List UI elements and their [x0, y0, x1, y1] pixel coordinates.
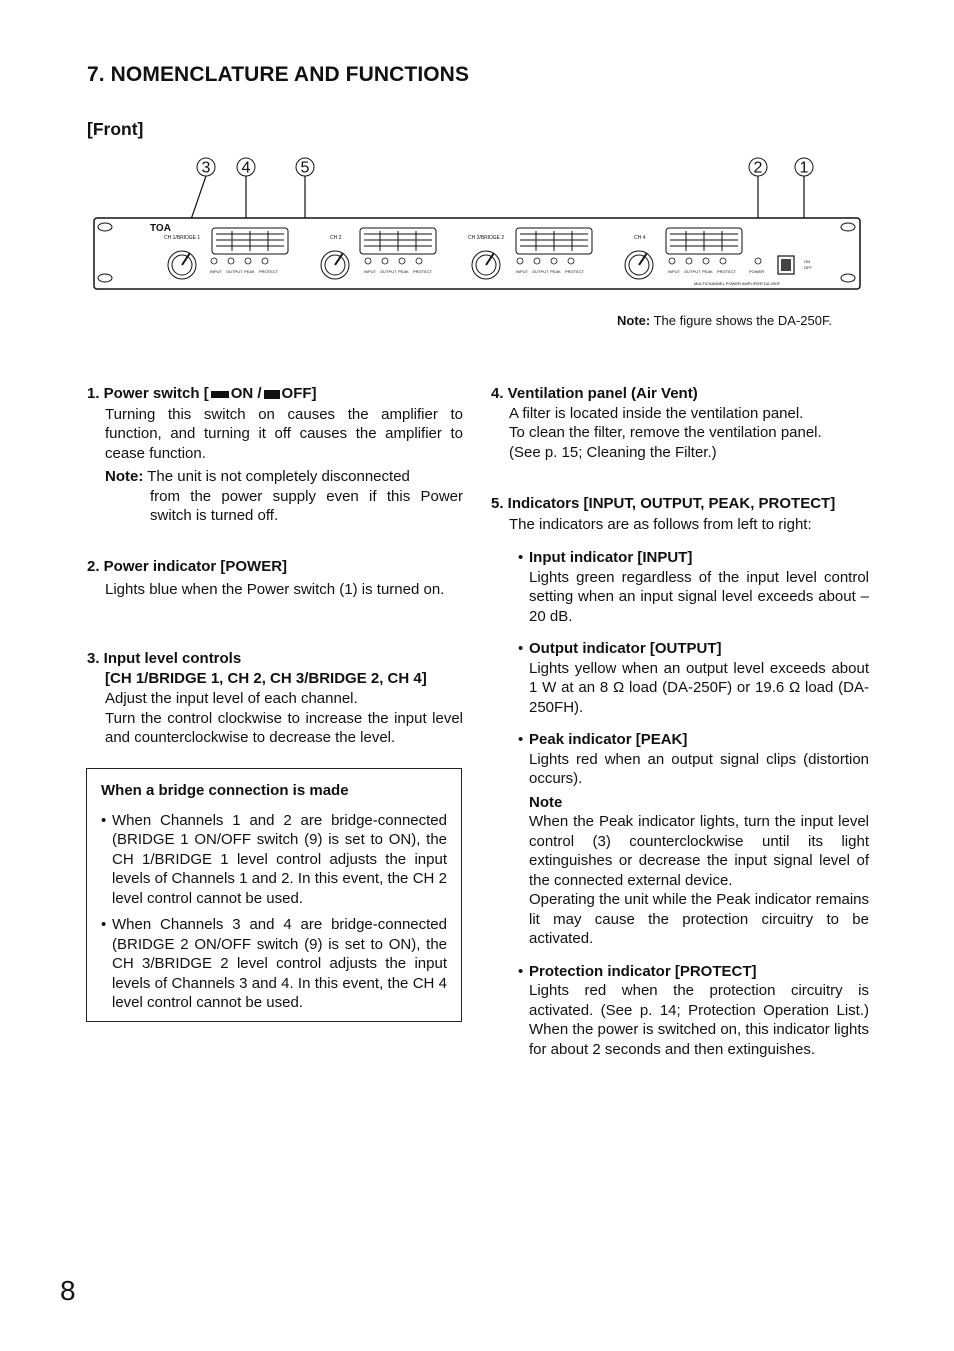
figure-note: Note: The figure shows the DA-250F. — [617, 313, 833, 328]
callout-4 — [237, 158, 255, 177]
callout-3 — [197, 158, 215, 177]
svg-text:INPUT: INPUT — [364, 269, 376, 274]
svg-text:PROTECT: PROTECT — [565, 269, 585, 274]
knob-ch2 — [321, 251, 349, 279]
item-1-body: Turning this switch on causes the amplifier to function, and turning it off causes the amplifier to cease function. — [105, 405, 463, 462]
callout-1 — [795, 158, 813, 177]
power-switch — [778, 256, 794, 274]
svg-text:PEAK: PEAK — [398, 269, 409, 274]
peak-note-label: Note — [529, 793, 563, 811]
knob-ch1 — [168, 251, 196, 279]
svg-text:INPUT: INPUT — [668, 269, 680, 274]
box-bullet-1: • When Channels 1 and 2 are bridge-connected (BRIDGE 1 ON/OFF switch (9) is set to ON), the CH 1/BRIDGE 1 level control adjusts the input levels of Channels 1 and 2. In this event, the CH 2 level control cannot be used. — [101, 811, 447, 907]
ch4-label: CH 4 — [634, 235, 646, 241]
item-indicators: 5. Indicators [INPUT, OUTPUT, PEAK, PROTECT] The indicators are as follows from left to right: • Input indicator [INPUT] Lights green regardless of the input level control setting when an input signal level exceeds about –20 dB. • Output indicator [OUTPUT] Lights yellow when an output level exceeds about 1 W at an 8 Ω load (DA-250F) or 19.6 Ω load (DA-250FH). • Peak indicator [PEAK] Lights red when an output signal clips (distortion occurs). Note When the Peak indicator lights, turn the input level control (3) counterclockwise until its light extinguishes or decrease the input signal level of the connected external device. Operating the unit while the Peak indicator remains lit may cause the protection circuitry to be activated. • Protection indicator [PROTECT] Lights red when the protection circuitry is activated. (See p. 14; Protection Operation List.) When the power is switched on, this indicator lights for about 2 seconds and then extinguishes. — [491, 495, 869, 1058]
switch-on-label: ON — [804, 259, 810, 264]
power-led — [755, 258, 761, 264]
svg-text:PEAK: PEAK — [244, 269, 255, 274]
page-title: 7. NOMENCLATURE AND FUNCTIONS — [87, 63, 470, 86]
ch1-label: CH 1/BRIDGE 1 — [164, 235, 201, 241]
switch-off-label: OFF — [804, 265, 812, 270]
peak-indicator-desc: • Peak indicator [PEAK] Lights red when an output signal clips (distortion occurs). Note When the Peak indicator lights, turn the input level control (3) counterclockwise until its light extinguishes or decrease the input signal level of the connected external device. Operating the unit while the Peak indicator remains lit may cause the protection circuitry to be activated. — [518, 731, 869, 947]
svg-text:PROTECT: PROTECT — [259, 269, 279, 274]
output-indicator-desc: • Output indicator [OUTPUT] Lights yellow when an output level exceeds about 1 W at an 8 Ω load (DA-250F) or 19.6 Ω load (DA-250FH). — [518, 640, 869, 716]
callout-2 — [749, 158, 767, 177]
item-input-level-controls: 3. Input level controls [CH 1/BRIDGE 1, CH 2, CH 3/BRIDGE 2, CH 4] Adjust the input level of each channel. Turn the control clockwise to increase the input level and counterclockwise to decrease the level. — [87, 650, 463, 746]
callout-5 — [296, 158, 314, 177]
svg-text:2: 2 — [753, 159, 763, 177]
svg-text:INPUT: INPUT — [210, 269, 222, 274]
item-power-indicator: 2. Power indicator [POWER] Lights blue when the Power switch (1) is turned on. — [87, 558, 445, 598]
svg-text:1: 1 — [799, 159, 809, 177]
item-ventilation-panel: 4. Ventilation panel (Air Vent) A filter is located inside the ventilation panel. To clean the filter, remove the ventilation panel. (See p. 15; Cleaning the Filter.) — [491, 385, 822, 461]
section-title-front: [Front] — [87, 119, 144, 139]
svg-text:PROTECT: PROTECT — [717, 269, 737, 274]
item-power-switch — [87, 384, 463, 526]
svg-text:4: 4 — [241, 159, 251, 177]
page-number: 8 — [60, 1275, 76, 1306]
protect-indicator-desc: • Protection indicator [PROTECT] Lights red when the protection circuitry is activated. (See p. 14; Protection Operation List.) When the power is switched on, this indicator lights for about 2 seconds and then extinguishes. — [518, 962, 869, 1058]
knob-ch3 — [472, 251, 500, 279]
svg-text:PEAK: PEAK — [702, 269, 713, 274]
amplifier-chassis — [94, 218, 860, 289]
input-indicator-desc: • Input indicator [INPUT] Lights green regardless of the input level control setting when an input signal level exceeds about –20 dB. — [518, 549, 869, 625]
item-1-title: 1. Power switch [ ON / OFF] — [87, 385, 317, 402]
svg-text:PROTECT: PROTECT — [413, 269, 433, 274]
knob-ch4 — [625, 251, 653, 279]
switch-on-icon — [211, 391, 229, 398]
item-1-note: Note: The unit is not completely disconnected from the power supply even if this Power switch is turned off. — [105, 468, 463, 524]
svg-text:OUTPUT: OUTPUT — [684, 269, 701, 274]
ch3-label: CH 3/BRIDGE 2 — [468, 235, 505, 241]
svg-text:3: 3 — [201, 159, 211, 177]
box-bullet-2: • When Channels 3 and 4 are bridge-connected (BRIDGE 2 ON/OFF switch (9) is set to ON), the CH 3/BRIDGE 2 level control adjusts the input levels of Channels 3 and 4. In this event, the CH 4 level control cannot be used. — [101, 916, 447, 1011]
svg-text:OUTPUT: OUTPUT — [532, 269, 549, 274]
svg-text:OUTPUT: OUTPUT — [380, 269, 397, 274]
svg-text:OUTPUT: OUTPUT — [226, 269, 243, 274]
svg-text:INPUT: INPUT — [516, 269, 528, 274]
switch-off-icon — [264, 390, 280, 399]
svg-text:PEAK: PEAK — [550, 269, 561, 274]
ch2-label: CH 2 — [330, 235, 342, 241]
toa-logo: TOA — [150, 223, 171, 234]
power-led-label: POWER — [749, 269, 765, 274]
bridge-connection-box: When a bridge connection is made • When Channels 1 and 2 are bridge-connected (BRIDGE 1 ON/OFF switch (9) is set to ON), the CH 1/BRIDGE 1 level control adjusts the input levels of Channels 1 and 2. In this event, the CH 2 level control cannot be used. • When Channels 3 and 4 are bridge-connected (BRIDGE 2 ON/OFF switch (9) is set to ON), the CH 3/BRIDGE 2 level control adjusts the input levels of Channels 3 and 4. In this event, the CH 4 level control cannot be used. — [86, 768, 462, 1022]
model-label: MULTICHANNEL POWER AMPLIFIER DA-250F — [694, 281, 781, 286]
svg-text:5: 5 — [300, 159, 310, 177]
front-panel-figure — [92, 155, 864, 295]
